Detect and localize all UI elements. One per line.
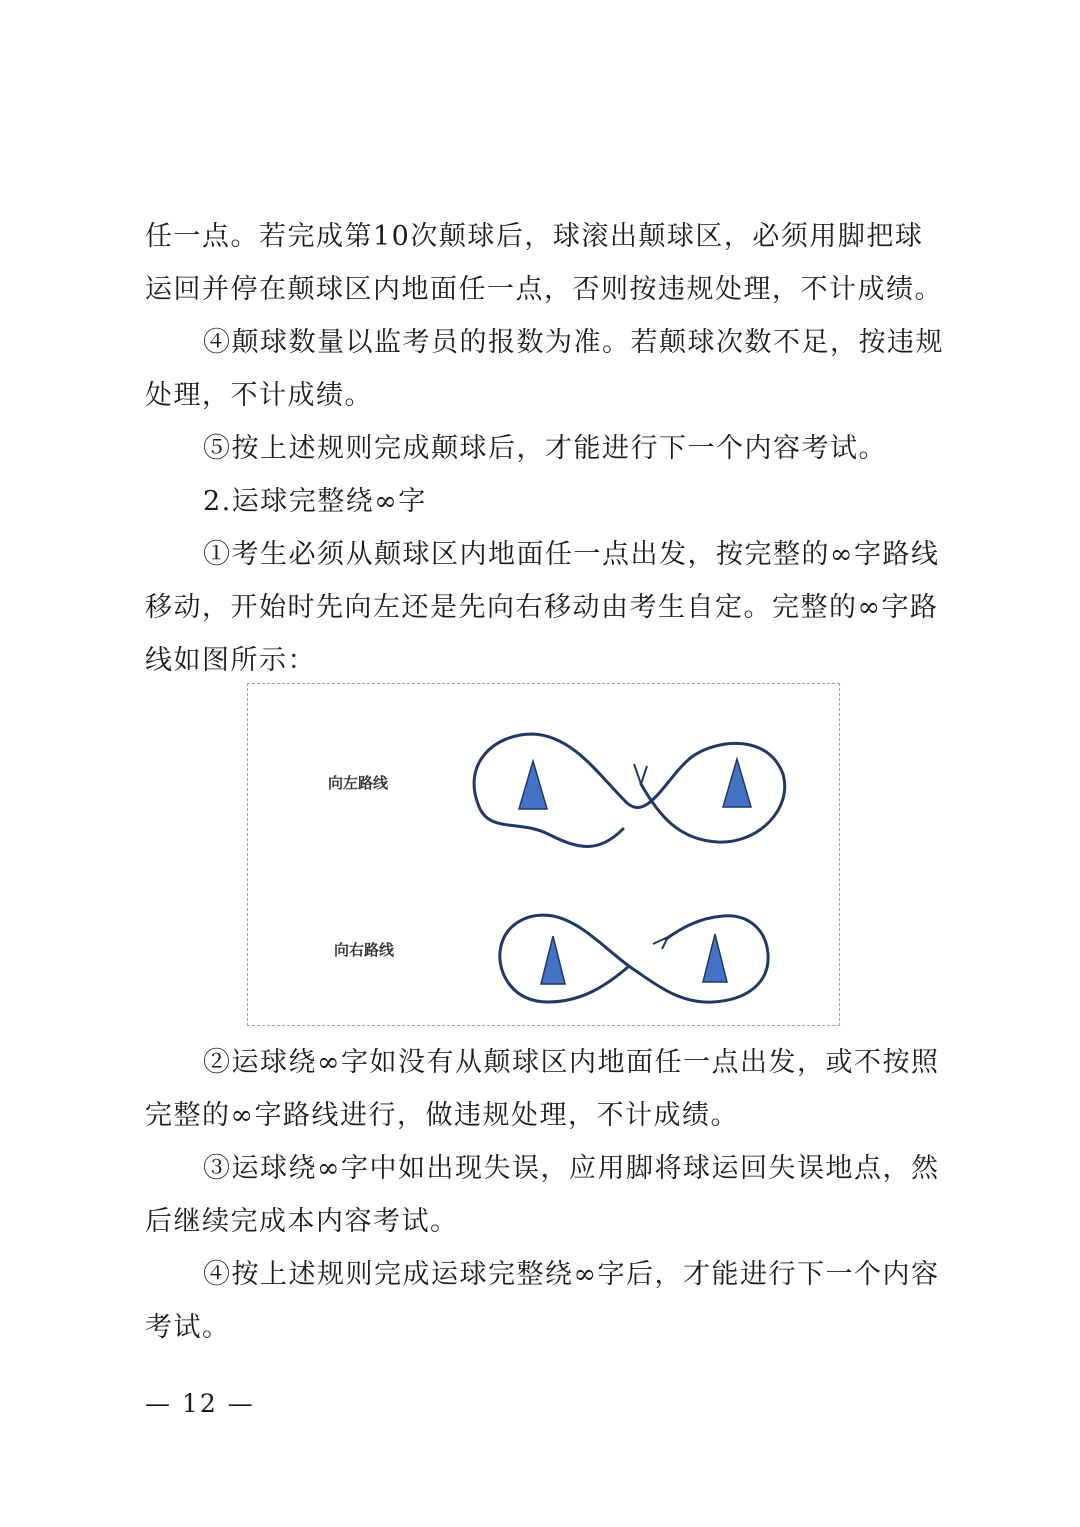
section-heading: 2.运球完整绕∞字 [203, 486, 427, 517]
right-cone-icon-2 [703, 934, 727, 982]
right-cone-icon [723, 759, 751, 807]
text-line: 任一点。若完成第10次颠球后，球滚出颠球区，必须用脚把球 [145, 221, 924, 252]
route-paths [248, 684, 841, 1027]
text-line: 考试。 [145, 1312, 231, 1343]
text-line: 移动，开始时先向左还是先向右移动由考生自定。完整的∞字路 [145, 592, 939, 623]
text-line: 运回并停在颠球区内地面任一点，否则按违规处理，不计成绩。 [145, 274, 943, 305]
text-line: 完整的∞字路线进行，做违规处理，不计成绩。 [145, 1100, 739, 1131]
text-line: ④按上述规则完成运球完整绕∞字后，才能进行下一个内容 [203, 1259, 940, 1290]
text-line: ③运球绕∞字中如出现失误，应用脚将球运回失误地点，然 [203, 1153, 940, 1184]
right-route-path [500, 915, 768, 1002]
right-route-arrow-icon [653, 937, 668, 949]
text-line: ⑤按上述规则完成颠球后，才能进行下一个内容考试。 [203, 433, 887, 464]
text-line: ④颠球数量以监考员的报数为准。若颠球次数不足，按违规 [203, 327, 944, 358]
text-line: 线如图所示： [145, 645, 316, 676]
right-route-label: 向右路线 [334, 941, 395, 959]
left-route-label: 向左路线 [328, 774, 389, 792]
page-number: — 12 — [145, 1389, 255, 1418]
text-line: 后继续完成本内容考试。 [145, 1206, 459, 1237]
text-line: 处理，不计成绩。 [145, 380, 373, 411]
left-route-arrow-icon [634, 764, 647, 784]
text-line: ②运球绕∞字如没有从颠球区内地面任一点出发，或不按照 [203, 1047, 940, 1078]
left-cone-icon-2 [541, 936, 565, 984]
left-cone-icon [519, 761, 547, 809]
figure-eight-route-diagram [247, 683, 840, 1026]
text-line: ①考生必须从颠球区内地面任一点出发，按完整的∞字路线 [203, 539, 940, 570]
